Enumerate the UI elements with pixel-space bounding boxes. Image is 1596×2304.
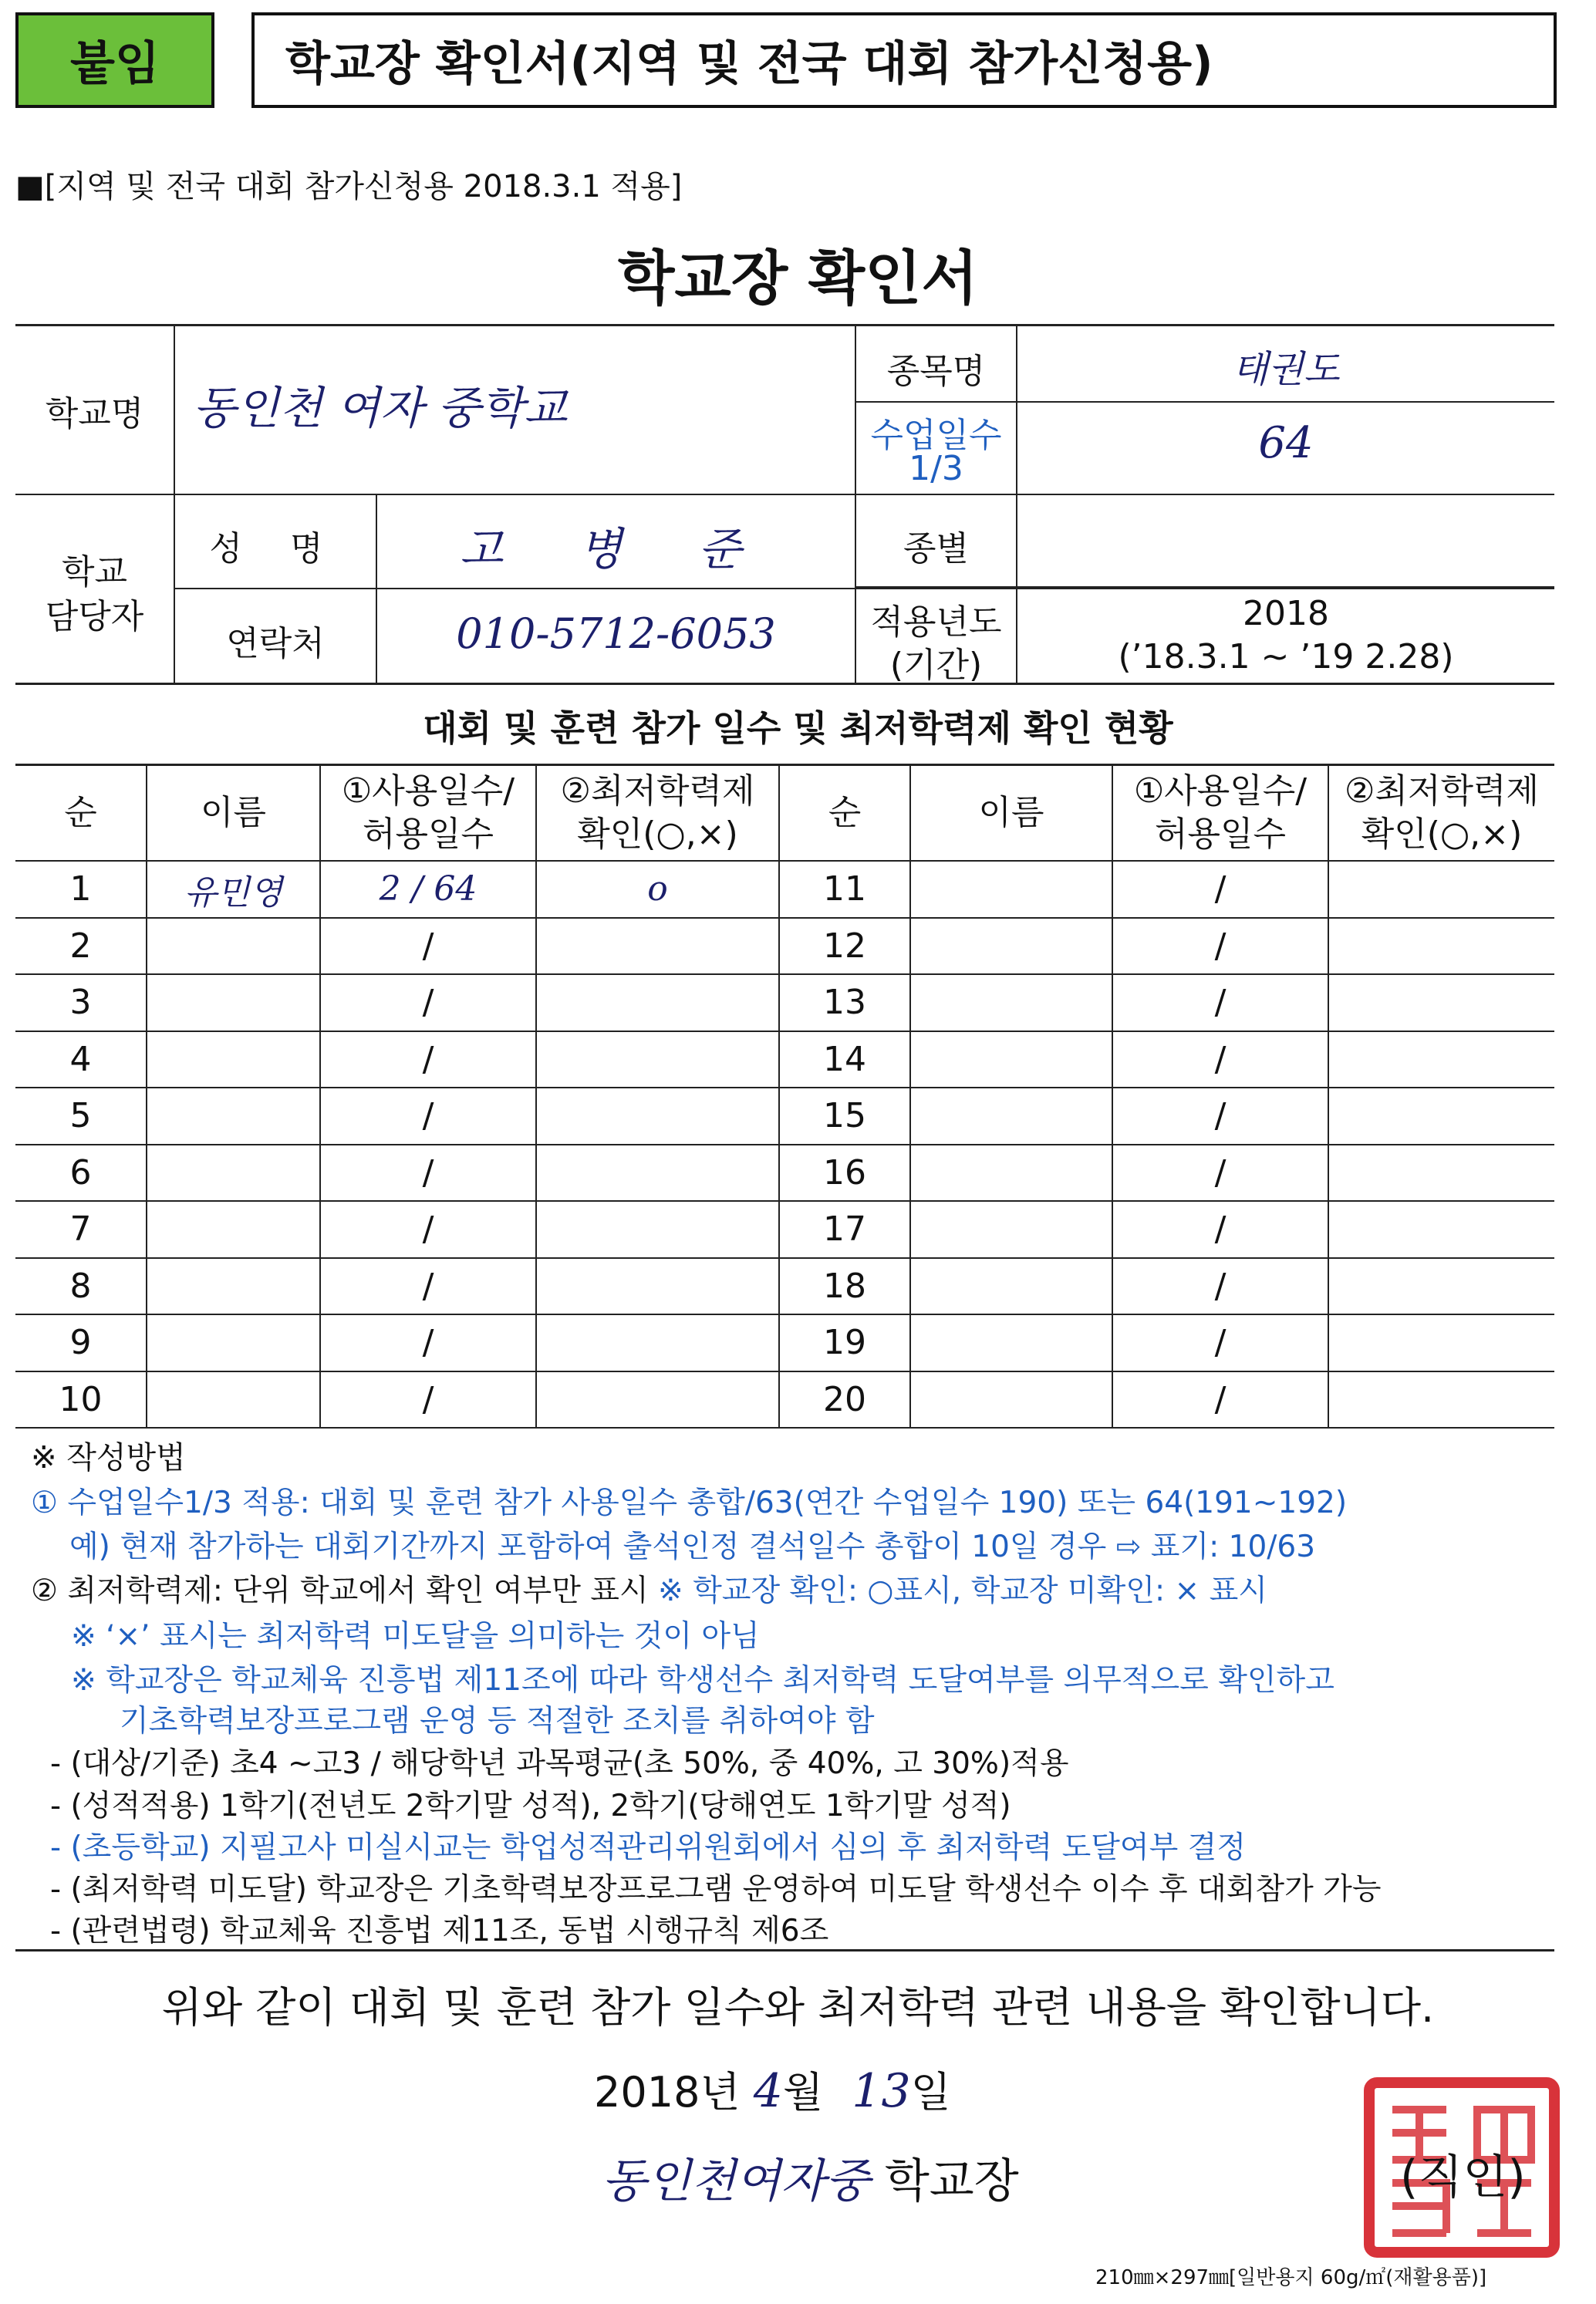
min-score-check bbox=[1328, 974, 1554, 1031]
row-number: 10 bbox=[15, 1371, 147, 1429]
min-score-check bbox=[536, 1371, 779, 1429]
class-days-value: 64 bbox=[1258, 418, 1314, 468]
min-score-check bbox=[536, 1088, 779, 1145]
year-label-1: 적용년도 bbox=[870, 602, 1002, 642]
row-number: 18 bbox=[779, 1258, 910, 1315]
contact-label: 연락처 bbox=[226, 624, 325, 663]
manager-label-1: 학교 bbox=[61, 552, 127, 592]
header-min-score-2: ②최저학력제 확인(○,×) bbox=[1328, 765, 1554, 862]
document-title: 학교장 확인서 bbox=[618, 244, 978, 312]
row-number: 13 bbox=[779, 974, 910, 1031]
note-4a: ※ 학교장은 학교체육 진흥법 제11조에 따라 학생선수 최저학력 도달여부를 의무적으로 확인하고 bbox=[71, 1663, 1334, 1698]
category-label: 종별 bbox=[903, 529, 969, 568]
min-score-check bbox=[1328, 861, 1554, 918]
school-name-label: 학교명 bbox=[45, 394, 144, 433]
min-score-check bbox=[536, 918, 779, 975]
student-name bbox=[147, 1258, 320, 1315]
participation-table bbox=[15, 764, 1554, 1429]
min-score-check bbox=[536, 974, 779, 1031]
row-number: 11 bbox=[779, 861, 910, 918]
student-name bbox=[147, 1371, 320, 1429]
used-days: / bbox=[1112, 1371, 1328, 1429]
note-3: ※ ‘×’ 표시는 최저학력 미도달을 의미하는 것이 아님 bbox=[71, 1619, 760, 1654]
student-name bbox=[910, 1258, 1112, 1315]
row-number: 1 bbox=[15, 861, 147, 918]
divider bbox=[15, 1949, 1554, 1951]
min-score-check: o bbox=[536, 861, 779, 918]
min-score-check bbox=[536, 1258, 779, 1315]
table-row bbox=[15, 1371, 1554, 1429]
seal-label: (직인) bbox=[1400, 2151, 1526, 2204]
used-days: / bbox=[1112, 974, 1328, 1031]
note-8: - (최저학력 미도달) 학교장은 기초학력보장프로그램 운영하여 미도달 학생선수 이수 후 대회참가 가능 bbox=[50, 1872, 1382, 1907]
used-days: / bbox=[320, 1371, 536, 1429]
student-name bbox=[910, 974, 1112, 1031]
min-score-check bbox=[1328, 1031, 1554, 1088]
table-row bbox=[15, 1201, 1554, 1258]
min-score-check bbox=[1328, 1258, 1554, 1315]
used-days: / bbox=[1112, 918, 1328, 975]
min-score-check bbox=[536, 1314, 779, 1371]
student-name bbox=[910, 1031, 1112, 1088]
student-name bbox=[147, 1088, 320, 1145]
signature-line bbox=[602, 2144, 1019, 2211]
manager-name-value: 고 병 준 bbox=[460, 523, 772, 575]
note-2: ② 최저학력제: 단위 학교에서 확인 여부만 표시 ※ 학교장 확인: ○표시, 학교장 미확인: × 표시 bbox=[31, 1574, 1267, 1608]
row-number: 16 bbox=[779, 1145, 910, 1202]
row-number: 17 bbox=[779, 1201, 910, 1258]
table-header-row bbox=[15, 765, 1554, 862]
row-number: 4 bbox=[15, 1031, 147, 1088]
header-used-days-2: ①사용일수/ 허용일수 bbox=[1112, 765, 1328, 862]
table-row bbox=[15, 1314, 1554, 1371]
row-number: 14 bbox=[779, 1031, 910, 1088]
table-row bbox=[15, 1145, 1554, 1202]
row-number: 15 bbox=[779, 1088, 910, 1145]
row-number: 9 bbox=[15, 1314, 147, 1371]
note-6: - (성적적용) 1학기(전년도 2학기말 성적), 2학기(당해연도 1학기말 성적) bbox=[50, 1789, 1011, 1823]
row-number: 6 bbox=[15, 1145, 147, 1202]
date-line: 2018년 4월 13일 bbox=[594, 2064, 951, 2118]
student-name bbox=[147, 918, 320, 975]
header-no-2: 순 bbox=[779, 765, 910, 862]
sport-value: 태권도 bbox=[1232, 348, 1340, 391]
student-name bbox=[910, 861, 1112, 918]
used-days: / bbox=[1112, 1201, 1328, 1258]
header-used-days: ①사용일수/ 허용일수 bbox=[320, 765, 536, 862]
table-row bbox=[15, 1031, 1554, 1088]
student-name bbox=[147, 974, 320, 1031]
min-score-check bbox=[1328, 1145, 1554, 1202]
row-number: 2 bbox=[15, 918, 147, 975]
note-7: - (초등학교) 지필고사 미실시교는 학업성적관리위원회에서 심의 후 최저학력 도달여부 결정 bbox=[50, 1830, 1247, 1865]
subtitle: ■[지역 및 전국 대회 참가신청용 2018.3.1 적용] bbox=[15, 169, 683, 204]
table-row bbox=[15, 918, 1554, 975]
min-score-check bbox=[1328, 918, 1554, 975]
year-value: 2018 bbox=[1243, 594, 1329, 633]
used-days: / bbox=[320, 1258, 536, 1315]
year-period: (’18.3.1 ~ ’19 2.28) bbox=[1118, 637, 1454, 676]
min-score-check bbox=[1328, 1201, 1554, 1258]
note-9: - (관련법령) 학교체육 진흥법 제11조, 동법 시행규칙 제6조 bbox=[50, 1914, 829, 1948]
used-days: / bbox=[320, 1314, 536, 1371]
student-name bbox=[910, 1371, 1112, 1429]
sport-label: 종목명 bbox=[886, 352, 986, 391]
table-row bbox=[15, 974, 1554, 1031]
year-label-2: (기간) bbox=[889, 646, 983, 685]
row-number: 12 bbox=[779, 918, 910, 975]
used-days: / bbox=[1112, 1258, 1328, 1315]
row-number: 19 bbox=[779, 1314, 910, 1371]
row-number: 3 bbox=[15, 974, 147, 1031]
notes-heading: ※ 작성방법 bbox=[31, 1440, 186, 1476]
section-title: 대회 및 훈련 참가 일수 및 최저학력제 확인 현황 bbox=[423, 707, 1173, 749]
row-number: 20 bbox=[779, 1371, 910, 1429]
used-days: / bbox=[320, 1201, 536, 1258]
header-no: 순 bbox=[15, 765, 147, 862]
contact-value: 010-5712-6053 bbox=[456, 609, 776, 658]
used-days: / bbox=[320, 1031, 536, 1088]
table-row bbox=[15, 861, 1554, 918]
attachment-tag: 붙임 bbox=[15, 12, 214, 108]
used-days: / bbox=[320, 974, 536, 1031]
note-5: - (대상/기준) 초4 ~고3 / 해당학년 과목평균(초 50%, 중 40%, 고 30%)적용 bbox=[50, 1746, 1069, 1781]
student-name bbox=[910, 1088, 1112, 1145]
min-score-check bbox=[536, 1145, 779, 1202]
min-score-check bbox=[1328, 1088, 1554, 1145]
used-days: / bbox=[1112, 1145, 1328, 1202]
manager-label-2: 담당자 bbox=[45, 597, 144, 636]
used-days: / bbox=[1112, 1314, 1328, 1371]
header-title: 학교장 확인서(지역 및 전국 대회 참가신청용) bbox=[251, 12, 1557, 108]
used-days: / bbox=[1112, 1088, 1328, 1145]
school-signature: 동인천여자중 bbox=[602, 2154, 870, 2208]
student-name bbox=[147, 1201, 320, 1258]
note-1b: 예) 현재 참가하는 대회기간까지 포함하여 출석인정 결석일수 총합이 10일 경우 ⇨ 표기: 10/63 bbox=[69, 1530, 1316, 1564]
used-days: / bbox=[1112, 1031, 1328, 1088]
student-name bbox=[910, 1314, 1112, 1371]
principal-label: 학교장 bbox=[884, 2154, 1019, 2208]
table-row bbox=[15, 1088, 1554, 1145]
min-score-check bbox=[1328, 1314, 1554, 1371]
student-name: 유민영 bbox=[147, 861, 320, 918]
used-days: / bbox=[320, 918, 536, 975]
header-min-score: ②최저학력제 확인(○,×) bbox=[536, 765, 779, 862]
confirmation-text: 위와 같이 대회 및 훈련 참가 일수와 최저학력 관련 내용을 확인합니다. bbox=[161, 1983, 1435, 2032]
row-number: 8 bbox=[15, 1258, 147, 1315]
min-score-check bbox=[536, 1201, 779, 1258]
student-name bbox=[147, 1145, 320, 1202]
header-name: 이름 bbox=[147, 765, 320, 862]
paper-spec-footer: 210㎜×297㎜[일반용지 60g/㎡(재활용품)] bbox=[1095, 2266, 1487, 2289]
table-row bbox=[15, 1258, 1554, 1315]
student-name bbox=[910, 918, 1112, 975]
student-name bbox=[910, 1145, 1112, 1202]
info-section bbox=[15, 324, 1554, 686]
name-label: 성 명 bbox=[209, 529, 342, 568]
student-name bbox=[147, 1031, 320, 1088]
student-name bbox=[147, 1314, 320, 1371]
class-days-fraction: 1/3 bbox=[909, 449, 963, 488]
used-days: / bbox=[320, 1088, 536, 1145]
note-4b: 기초학력보장프로그램 운영 등 적절한 조치를 취하여야 함 bbox=[120, 1704, 875, 1739]
used-days: 2 / 64 bbox=[320, 861, 536, 918]
row-number: 7 bbox=[15, 1201, 147, 1258]
school-name-value: 동인천 여자 중학교 bbox=[193, 382, 568, 434]
min-score-check bbox=[1328, 1371, 1554, 1429]
student-name bbox=[910, 1201, 1112, 1258]
used-days: / bbox=[1112, 861, 1328, 918]
min-score-check bbox=[536, 1031, 779, 1088]
row-number: 5 bbox=[15, 1088, 147, 1145]
note-1a: ① 수업일수1/3 적용: 대회 및 훈련 참가 사용일수 총합/63(연간 수업일수 190) 또는 64(191~192) bbox=[31, 1486, 1348, 1520]
header-name-2: 이름 bbox=[910, 765, 1112, 862]
used-days: / bbox=[320, 1145, 536, 1202]
class-days-label: 수업일수 bbox=[870, 416, 1002, 455]
